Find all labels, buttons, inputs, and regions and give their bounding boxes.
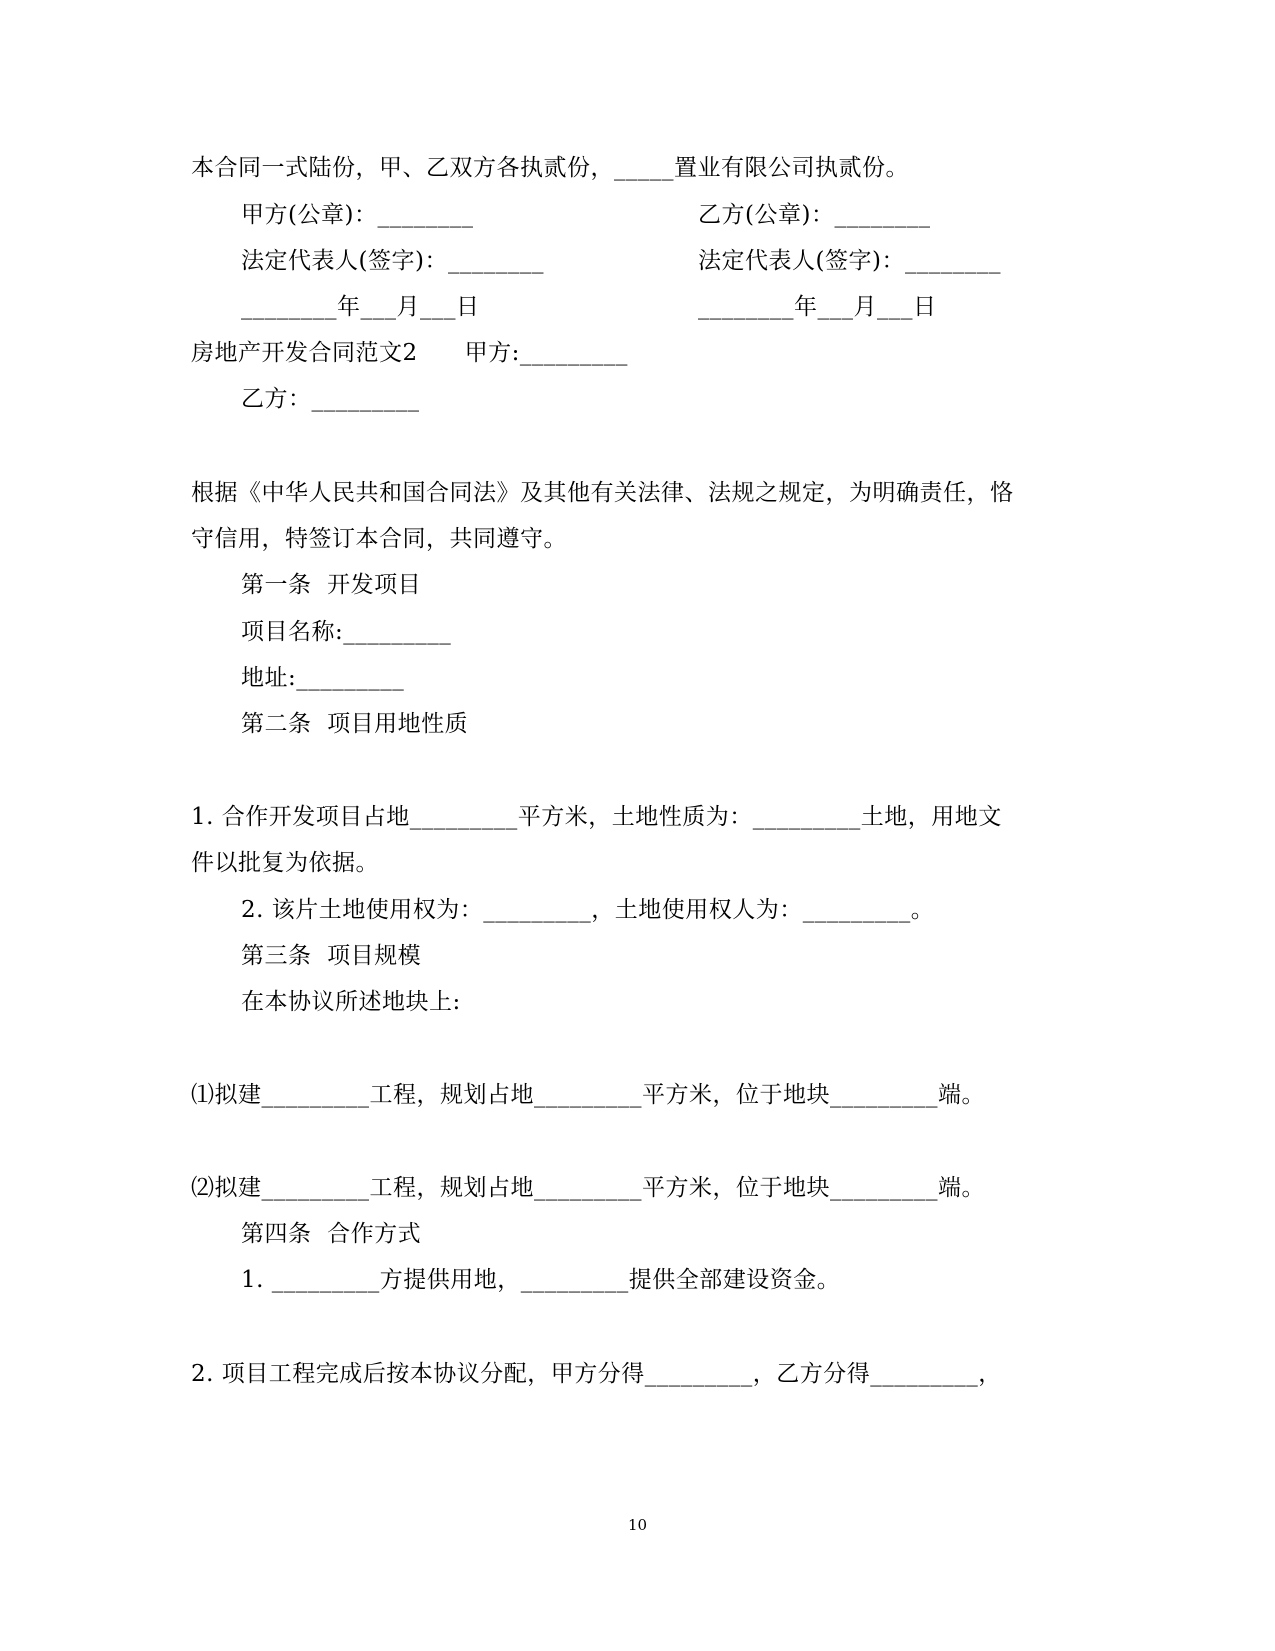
construction-item-1: ⑴拟建_________工程，规划占地_________平方米，位于地块_________端。 bbox=[191, 1082, 985, 1108]
article-4-heading: 第四条 合作方式 bbox=[241, 1221, 422, 1247]
address-field: 地址:_________ bbox=[241, 665, 405, 691]
article-2-heading: 第二条 项目用地性质 bbox=[241, 711, 469, 737]
construction-item-2: ⑵拟建_________工程，规划占地_________平方米，位于地块_________端。 bbox=[191, 1175, 985, 1201]
party-a-representative: 法定代表人(签字)：________ bbox=[241, 248, 544, 274]
land-area-clause-line-1: 1. 合作开发项目占地_________平方米，土地性质为：_________土地，用地文 bbox=[191, 804, 1002, 830]
party-b-line: 乙方：_________ bbox=[241, 386, 420, 412]
article-1-heading: 第一条 开发项目 bbox=[241, 572, 422, 598]
preamble-line-2: 守信用，特签订本合同，共同遵守。 bbox=[191, 526, 567, 552]
land-area-clause-line-2: 件以批复为依据。 bbox=[191, 850, 379, 876]
copies-clause: 本合同一式陆份，甲、乙双方各执贰份，_____置业有限公司执贰份。 bbox=[191, 155, 909, 181]
cooperation-item-1: 1. _________方提供用地，_________提供全部建设资金。 bbox=[241, 1267, 841, 1293]
cooperation-item-2: 2. 项目工程完成后按本协议分配，甲方分得_________，乙方分得_________， bbox=[191, 1361, 1002, 1387]
preamble-line-1: 根据《中华人民共和国合同法》及其他有关法律、法规之规定，为明确责任，恪 bbox=[191, 480, 1014, 506]
party-b-date: ________年___月___日 bbox=[698, 294, 937, 320]
article-3-heading: 第三条 项目规模 bbox=[241, 943, 422, 969]
project-name-field: 项目名称:_________ bbox=[241, 619, 452, 645]
page-number: 10 bbox=[627, 1516, 648, 1534]
party-a-seal: 甲方(公章)：________ bbox=[241, 202, 474, 228]
contract-title: 房地产开发合同范文2 甲方:_________ bbox=[191, 340, 628, 366]
party-b-seal: 乙方(公章)：________ bbox=[698, 202, 931, 228]
scale-intro: 在本协议所述地块上: bbox=[241, 989, 461, 1015]
party-b-representative: 法定代表人(签字)：________ bbox=[698, 248, 1001, 274]
party-a-date: ________年___月___日 bbox=[241, 294, 480, 320]
land-use-right-clause: 2. 该片土地使用权为：_________，土地使用权人为：_________。 bbox=[241, 897, 935, 923]
